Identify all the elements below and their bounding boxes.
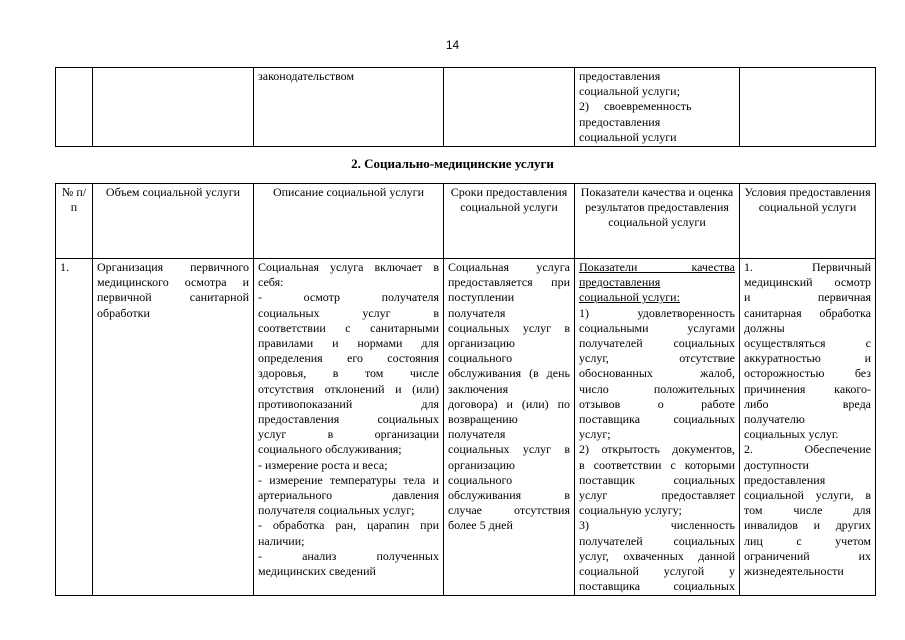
text-line: услуг; — [579, 427, 611, 442]
text-line: здоровья, в том числе — [258, 366, 439, 381]
text-line: обслуживания (в день — [448, 366, 570, 381]
text-line: возвращению — [448, 412, 518, 427]
text-line: договора) и (или) по — [448, 396, 570, 411]
text-line: 1. Первичный — [744, 260, 871, 274]
service-terms — [444, 259, 575, 596]
text-line: - измерение роста и веса; — [258, 457, 388, 472]
text-line: отзывов о работе — [579, 396, 735, 411]
text-line: получателей социальных — [579, 533, 735, 548]
text-line: услуг, охваченных данной — [579, 548, 735, 563]
text-line: предоставления социальных — [258, 412, 439, 427]
text-line: инвалидов и других — [744, 518, 871, 533]
section-title: 2. Социально-медицинские услуги — [351, 156, 554, 171]
text-line: заключения — [448, 381, 509, 396]
row-number: 1. — [56, 259, 93, 596]
text-line: 3) численность — [579, 518, 735, 533]
text-line: доступности — [744, 457, 809, 472]
header-terms: Сроки предоставления социальной услуги — [444, 184, 575, 259]
text-line: 2. Обеспечение — [744, 442, 871, 457]
text-line: социальную услугу; — [579, 503, 682, 518]
service-description — [254, 259, 444, 596]
text-line: противопоказаний для — [258, 396, 439, 411]
text-line: обоснованных жалоб, — [579, 366, 735, 381]
text-line: получателя социальных услуг; — [258, 503, 415, 518]
text-line: - измерение температуры тела и — [258, 472, 439, 487]
text-line: лиц с учетом — [744, 533, 871, 548]
service-quality — [575, 259, 740, 596]
services-table — [55, 183, 876, 596]
service-conditions — [740, 259, 876, 596]
text-line: определения его состояния — [258, 351, 439, 366]
text-line: должны — [744, 320, 785, 335]
text-line: медицинский осмотр — [744, 275, 871, 290]
page-number: 14 — [445, 38, 460, 52]
text-line: Социальная услуга — [448, 260, 570, 274]
table-row — [56, 259, 876, 596]
cont-cell-5 — [575, 68, 740, 147]
text-line: более 5 дней — [448, 518, 513, 533]
text-line: социальных услуг в — [258, 305, 439, 320]
text-line: медицинских сведений — [258, 564, 376, 579]
continued-table — [55, 67, 876, 147]
text-line: - обработка ран, царапин при — [258, 518, 439, 533]
text-line: социальными услугами — [579, 320, 735, 335]
cont-cell-3 — [254, 68, 444, 147]
header-quality: Показатели качества и оценка результатов предоставления социальной услуги — [575, 184, 740, 259]
service-volume: Организация первичного медицинского осмотра и первичной санитарной обработки — [93, 259, 254, 596]
cont-line: предоставления — [579, 69, 661, 83]
text-line: число положительных — [579, 381, 735, 396]
cont-text: законодательством — [258, 69, 355, 83]
text-line: либо вреда — [744, 396, 871, 411]
text-line: том числе для — [744, 503, 871, 518]
text-line: социальной услуги, в — [744, 488, 871, 503]
text-line: осторожностью без — [744, 366, 871, 381]
text-line: - анализ полученных — [258, 548, 439, 563]
text-line: социальных услуг в — [448, 320, 570, 335]
text-line: социальных услуг в — [448, 442, 570, 457]
text-line: организацию — [448, 336, 515, 351]
text-line: ограничений их — [744, 548, 871, 563]
header-volume: Объем социальной услуги — [93, 184, 254, 259]
text-line: и первичная — [744, 290, 871, 305]
text-line: причинения какого- — [744, 381, 871, 396]
text-line: Показатели качества — [579, 260, 735, 274]
text-line: поставщика социальных — [579, 412, 735, 427]
text-line: услуг в организации — [258, 427, 439, 442]
text-line: предоставления — [744, 472, 826, 487]
cont-cell-2 — [93, 68, 254, 147]
header-num: № п/п — [56, 184, 93, 259]
text-line: - осмотр получателя — [258, 290, 439, 305]
header-conditions: Условия предоставления социальной услуги — [740, 184, 876, 259]
cont-cell-1 — [56, 68, 93, 147]
cont-line: предоставления — [579, 114, 661, 129]
text-line: наличии; — [258, 533, 305, 548]
text-line: 1) удовлетворенность — [579, 305, 735, 320]
text-line: артериального давления — [258, 488, 439, 503]
cont-cell-4 — [444, 68, 575, 147]
text-line: социального обслуживания; — [258, 442, 402, 457]
text-line: социального — [448, 472, 513, 487]
text-line: организацию — [448, 457, 515, 472]
text-line: получателей социальных — [579, 336, 735, 351]
text-line: правилами и нормами для — [258, 336, 439, 351]
text-line: соответствии с санитарными — [258, 320, 439, 335]
text-line: случае отсутствия — [448, 503, 570, 518]
text-line: социальной услуги: — [579, 290, 680, 305]
text-line: поставщик социальных — [579, 472, 735, 487]
header-description: Описание социальной услуги — [254, 184, 444, 259]
text-line: получателя — [448, 427, 506, 442]
text-line: аккуратностью и — [744, 351, 871, 366]
text-line: получателю — [744, 412, 805, 427]
header-row — [56, 184, 876, 259]
text-line: социальной услугой у — [579, 564, 735, 579]
text-line: услуг, отсутствие — [579, 351, 735, 366]
text-line: в соответствии с которыми — [579, 457, 735, 472]
text-line: 2) открытость документов, — [579, 442, 735, 457]
text-line: осуществляться с — [744, 336, 871, 351]
cont-line: социальной услуги — [579, 129, 677, 144]
text-line: предоставляется при — [448, 275, 570, 290]
cont-cell-6 — [740, 68, 876, 147]
text-line: отсутствия отклонений и (или) — [258, 381, 439, 396]
text-line: обслуживания в — [448, 488, 570, 503]
text-line: социальных услуг. — [744, 427, 839, 442]
text-line: Социальная услуга включает в — [258, 260, 439, 274]
text-line: жизнедеятельности — [744, 564, 844, 579]
text-line: поступлении — [448, 290, 515, 305]
text-line: себя: — [258, 275, 284, 290]
text-line: социального — [448, 351, 513, 366]
text-line: поставщика социальных — [579, 579, 735, 594]
text-line: получателя — [448, 305, 506, 320]
text-line: услуг предоставляет — [579, 488, 735, 503]
cont-line: социальной услуги; — [579, 84, 680, 99]
text-line: предоставления — [579, 275, 661, 290]
cont-line: 2) своевременность — [579, 99, 692, 114]
text-line: санитарная обработка — [744, 305, 871, 320]
